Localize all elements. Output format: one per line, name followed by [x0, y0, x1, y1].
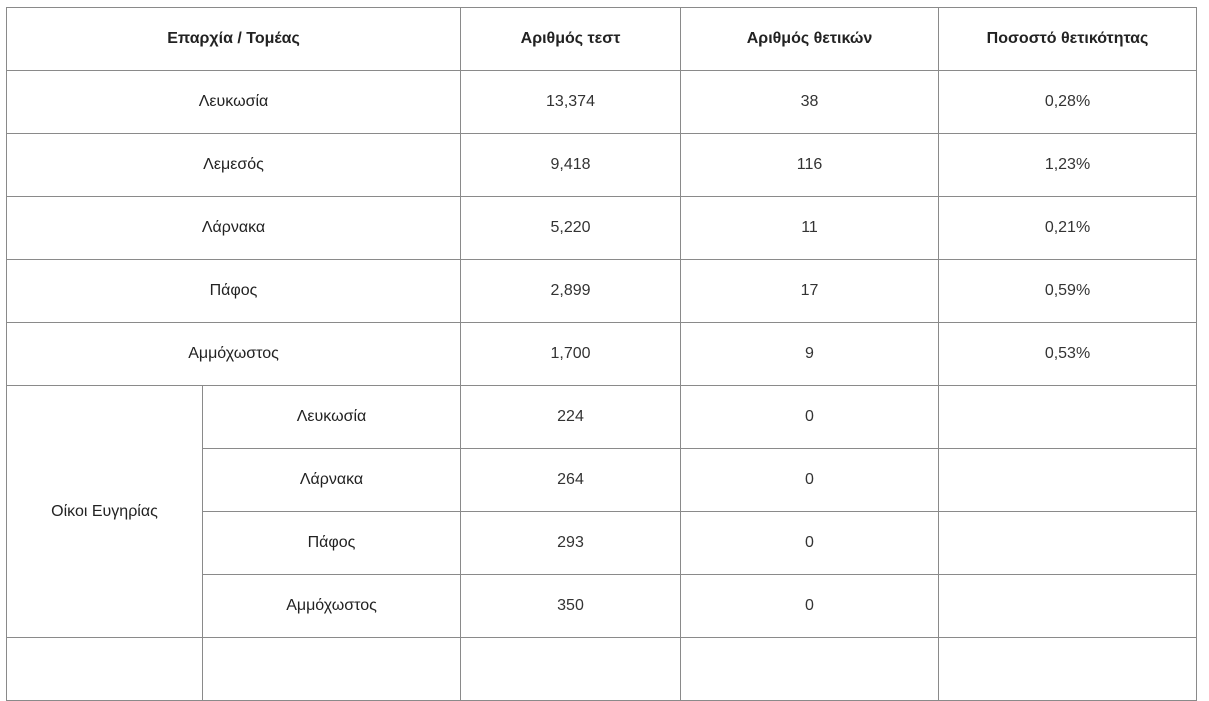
- rate-cell: [939, 575, 1197, 638]
- district-name: Λάρνακα: [7, 197, 461, 260]
- tests-cell: 13,374: [461, 71, 681, 134]
- table-row: [7, 71, 1197, 134]
- district-name: Λευκωσία: [7, 71, 461, 134]
- tests-cell: 9,418: [461, 134, 681, 197]
- tests-cell: 1,700: [461, 323, 681, 386]
- header-tests: Αριθμός τεστ: [461, 8, 681, 71]
- positives-cell: 0: [681, 449, 939, 512]
- table-row: [7, 134, 1197, 197]
- cutoff-cell: [681, 638, 939, 701]
- table-row: [7, 260, 1197, 323]
- subdistrict-name: Λάρνακα: [203, 449, 461, 512]
- rate-cell: 0,21%: [939, 197, 1197, 260]
- care-homes-group-label: Οίκοι Ευγηρίας: [7, 386, 203, 638]
- testing-results-table: [6, 7, 1197, 701]
- tests-cell: 350: [461, 575, 681, 638]
- rate-cell: 0,53%: [939, 323, 1197, 386]
- tests-cell: 264: [461, 449, 681, 512]
- district-name: Πάφος: [7, 260, 461, 323]
- header-positivity-rate: Ποσοστό θετικότητας: [939, 8, 1197, 71]
- table-row: [7, 197, 1197, 260]
- positives-cell: 9: [681, 323, 939, 386]
- cutoff-cell: [7, 638, 203, 701]
- table-row: [7, 386, 1197, 449]
- positives-cell: 0: [681, 386, 939, 449]
- subdistrict-name: Αμμόχωστος: [203, 575, 461, 638]
- table-header: [7, 8, 1197, 71]
- rate-cell: [939, 386, 1197, 449]
- district-name: Λεμεσός: [7, 134, 461, 197]
- positives-cell: 17: [681, 260, 939, 323]
- positives-cell: 38: [681, 71, 939, 134]
- rate-cell: 0,28%: [939, 71, 1197, 134]
- tests-cell: 224: [461, 386, 681, 449]
- positives-cell: 116: [681, 134, 939, 197]
- positives-cell: 0: [681, 575, 939, 638]
- positives-cell: 0: [681, 512, 939, 575]
- tests-cell: 293: [461, 512, 681, 575]
- rate-cell: 1,23%: [939, 134, 1197, 197]
- rate-cell: [939, 512, 1197, 575]
- cutoff-cell: [203, 638, 461, 701]
- table-body: [7, 71, 1197, 701]
- district-name: Αμμόχωστος: [7, 323, 461, 386]
- table-row: [7, 323, 1197, 386]
- table-row-partial: [7, 638, 1197, 701]
- subdistrict-name: Πάφος: [203, 512, 461, 575]
- header-district: Επαρχία / Τομέας: [7, 8, 461, 71]
- positives-cell: 11: [681, 197, 939, 260]
- tests-cell: 2,899: [461, 260, 681, 323]
- rate-cell: [939, 449, 1197, 512]
- header-positives: Αριθμός θετικών: [681, 8, 939, 71]
- rate-cell: 0,59%: [939, 260, 1197, 323]
- cutoff-cell: [939, 638, 1197, 701]
- cutoff-cell: [461, 638, 681, 701]
- subdistrict-name: Λευκωσία: [203, 386, 461, 449]
- tests-cell: 5,220: [461, 197, 681, 260]
- header-row: [7, 8, 1197, 71]
